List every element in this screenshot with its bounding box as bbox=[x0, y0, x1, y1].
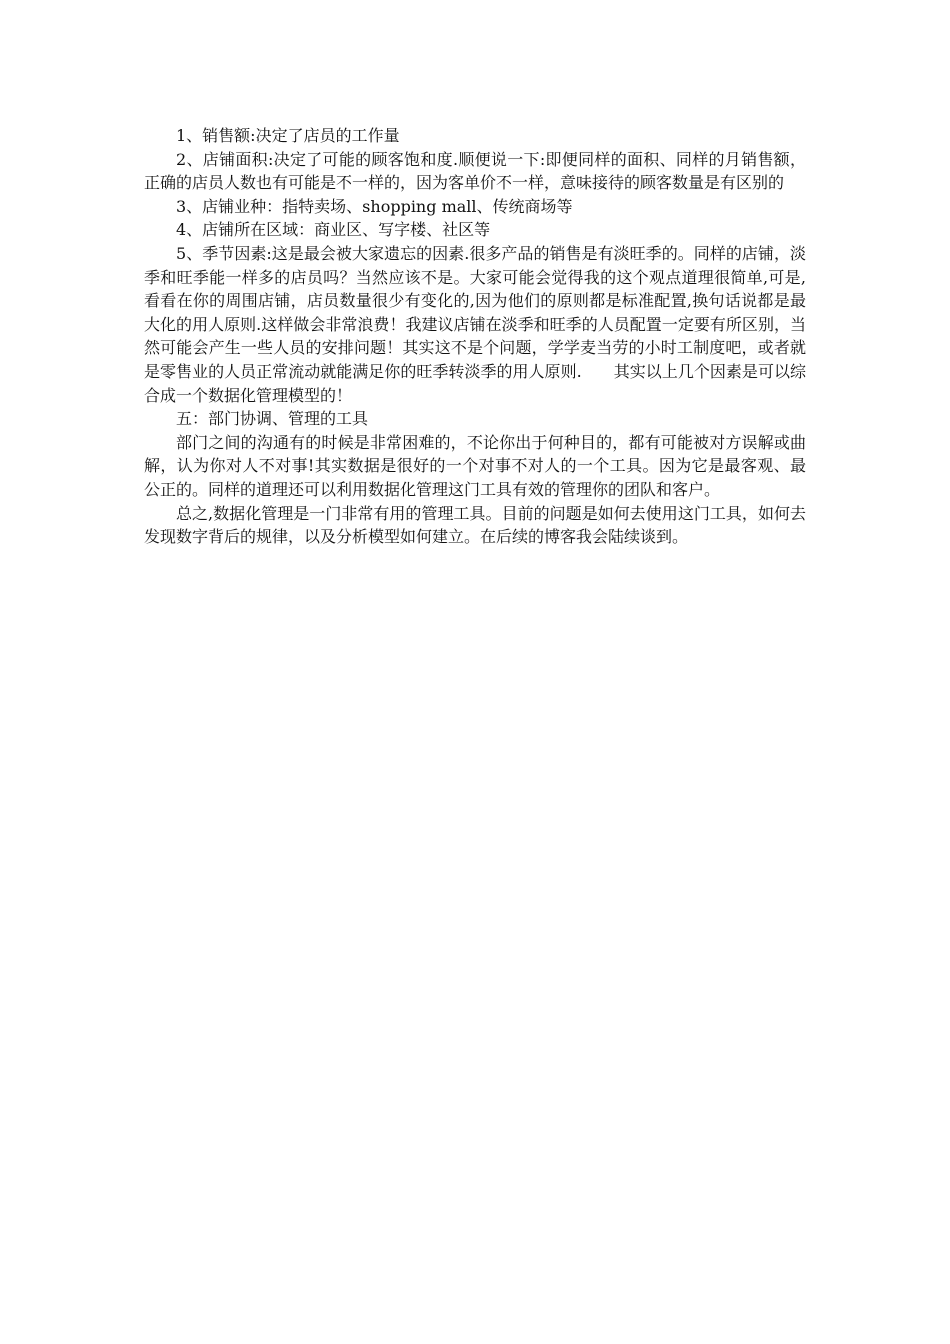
paragraph-store-area: 2、店铺面积:决定了可能的顾客饱和度.顺便说一下:即便同样的面积、同样的月销售额，正确的店员人数也有可能是不一样的，因为客单价不一样，意味接待的顾客数量是有区别的 bbox=[144, 149, 806, 193]
section-heading-coordination: 五：部门协调、管理的工具 bbox=[176, 409, 369, 429]
paragraph-department-communication: 部门之间的沟通有的时候是非常困难的，不论你出于何种目的，都有可能被对方误解或曲解，认为你对人不对事!其实数据是很好的一个对事不对人的一个工具。因为它是最客观、最公正的。同样的道理还可以利用数据化管理这门工具有效的管理你的团队和客户。 bbox=[144, 432, 806, 499]
paragraph-store-region: 4、店铺所在区域：商业区、写字楼、社区等 bbox=[176, 220, 491, 240]
document-body bbox=[144, 124, 806, 549]
paragraph-store-type: 3、店铺业种：指特卖场、shopping mall、传统商场等 bbox=[176, 196, 573, 216]
paragraph-conclusion: 总之,数据化管理是一门非常有用的管理工具。目前的问题是如何去使用这门工具，如何去发现数字背后的规律，以及分析模型如何建立。在后续的博客我会陆续谈到。 bbox=[144, 503, 806, 547]
paragraph-season-factor: 5、季节因素:这是最会被大家遗忘的因素.很多产品的销售是有淡旺季的。同样的店铺，淡季和旺季能一样多的店员吗？当然应该不是。大家可能会觉得我的这个观点道理很简单,可是,看看在你的周围店铺，店员数量很少有变化的,因为他们的原则都是标准配置,换句话说都是最大化的用人原则.这样做会非常浪费！我建议店铺在淡季和旺季的人员配置一定要有所区别，当然可能会产生一些人员的安排问题！其实这不是个问题，学学麦当劳的小时工制度吧，或者就是零售业的人员正常流动就能满足你的旺季转淡季的用人原则. 其实以上几个因素是可以综合成一个数据化管理模型的！ bbox=[144, 243, 806, 405]
paragraph-sales: 1、销售额:决定了店员的工作量 bbox=[176, 126, 400, 145]
